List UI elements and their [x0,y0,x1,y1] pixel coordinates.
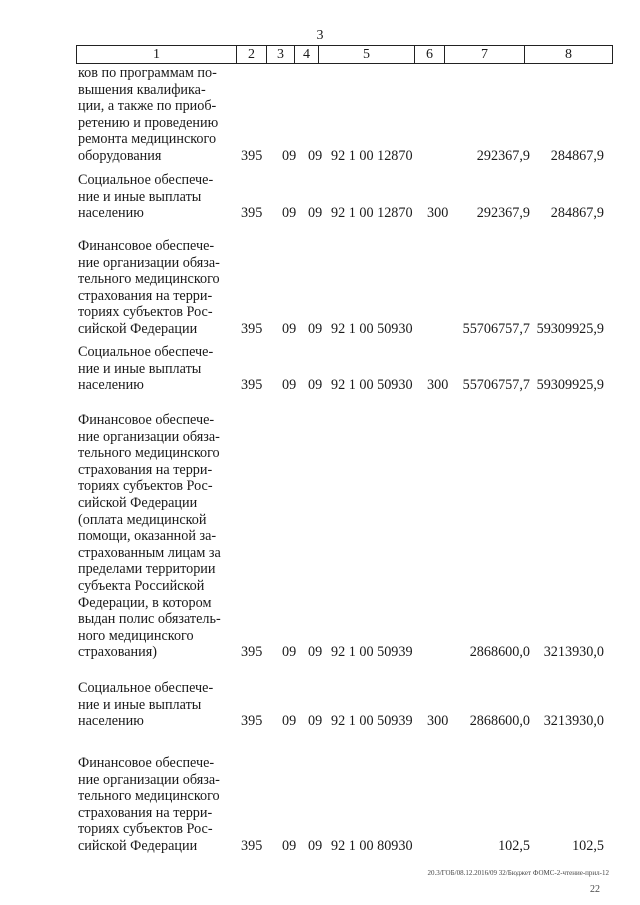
cell-c4: 09 [308,838,323,854]
cell-c5: 92 1 00 50939 [331,713,413,730]
description-line: ториях субъектов Рос- [78,478,213,495]
description-line: Финансовое обеспече- [78,412,215,428]
description-line: ретению и проведению [78,114,219,131]
cell-c4: 09 [308,205,323,222]
header-col-7: 7 [445,46,525,63]
footer-text: 20.3/ГОБ/08.12.2016/09 32/Бюджет ФОМС-2-чтение-прил-12 [427,869,609,877]
description-line: сийской Федерации [78,494,198,511]
cell-c6: 300 [427,377,449,394]
description-line: ториях субъектов Рос- [78,821,213,838]
cell-c3: 09 [282,205,297,222]
description-line: ков по программам по- [78,65,217,81]
cell-c7: 102,5 [498,838,530,854]
cell-c7: 292367,9 [476,148,530,164]
description-line: страхованным лицам за [78,544,221,561]
cell-c6: 300 [427,205,449,222]
description-line: ние организации обяза- [78,428,220,445]
description-line: населению [78,713,144,730]
cell-c4: 09 [308,713,323,730]
header-col-5: 5 [319,46,415,63]
header-col-8: 8 [565,47,572,62]
description-line: ции, а также по приоб- [78,98,217,115]
cell-c3: 09 [282,148,297,164]
description-line: сийской Федерации [78,320,198,337]
description-line: помощи, оказанной за- [78,528,217,545]
cell-c5: 92 1 00 12870 [331,148,413,164]
cell-c4: 09 [308,377,323,394]
cell-c8: 284867,9 [550,148,604,164]
description-line: населению [78,377,144,394]
description-line: выдан полис обязатель- [78,611,221,628]
cell-c7: 55706757,7 [462,321,530,337]
cell-c5: 92 1 00 80930 [331,838,413,854]
cell-c2: 395 [241,321,263,337]
description-line: (оплата медицинской [78,511,207,528]
cell-c2: 395 [241,838,263,854]
header-col-2: 2 [237,46,267,63]
row-description [78,172,232,222]
description-line: страхования на терри- [78,804,213,821]
description-line: ториях субъектов Рос- [78,304,213,321]
description-line: страхования на терри- [78,461,213,478]
page-number: 3 [316,28,324,43]
cell-c5: 92 1 00 50930 [331,321,413,337]
cell-c4: 09 [308,644,323,661]
cell-c8: 59309925,9 [536,377,604,394]
cell-c8: 3213930,0 [543,713,604,730]
cell-c2: 395 [241,148,263,164]
description-line: Федерации, в котором [78,594,212,611]
row-description [78,238,232,338]
description-line: ного медицинского [78,627,194,644]
row-description [78,680,232,730]
description-line: ние и иные выплаты [78,360,202,377]
cell-c5: 92 1 00 50939 [331,644,413,661]
description-line: пределами территории [78,561,216,578]
description-line: тельного медицинского [78,788,220,805]
footer-number: 22 [590,884,600,895]
cell-c7: 292367,9 [476,205,530,222]
description-line: Социальное обеспече- [78,344,214,360]
cell-c3: 09 [282,377,297,394]
cell-c6: 300 [427,713,449,730]
cell-c8: 102,5 [572,838,604,854]
header-col-4: 4 [295,46,319,63]
cell-c3: 09 [282,321,297,337]
cell-c4: 09 [308,148,323,164]
description-line: ние организации обяза- [78,254,220,271]
description-line: ние и иные выплаты [78,188,202,205]
cell-c5: 92 1 00 50930 [331,377,413,394]
description-line: тельного медицинского [78,445,220,462]
description-line: страхования на терри- [78,287,213,304]
description-line: сийской Федерации [78,837,198,854]
header-col-6: 6 [415,46,445,63]
description-line: ние организации обяза- [78,771,220,788]
cell-c3: 09 [282,713,297,730]
cell-c8: 3213930,0 [543,644,604,661]
description-line: страхования) [78,644,157,661]
cell-c3: 09 [282,644,297,661]
description-line: субъекта Российской [78,577,205,594]
description-line: вышения квалифика- [78,81,206,98]
cell-c8: 59309925,9 [536,321,604,337]
cell-c2: 395 [241,713,263,730]
description-line: Финансовое обеспече- [78,238,215,254]
cell-c8: 284867,9 [550,205,604,222]
header-col-3: 3 [267,46,295,63]
cell-c7: 2868600,0 [469,713,530,730]
description-line: Социальное обеспече- [78,172,214,188]
description-line: тельного медицинского [78,271,220,288]
cell-c7: 2868600,0 [469,644,530,661]
description-line: оборудования [78,147,162,164]
description-line: ние и иные выплаты [78,696,202,713]
description-line: Финансовое обеспече- [78,755,215,771]
row-description [78,412,232,661]
cell-c7: 55706757,7 [462,377,530,394]
cell-c2: 395 [241,377,263,394]
table-header [76,45,613,64]
cell-c2: 395 [241,205,263,222]
description-line: ремонта медицинского [78,131,217,148]
cell-c2: 395 [241,644,263,661]
header-col-1: 1 [77,46,237,63]
cell-c5: 92 1 00 12870 [331,205,413,222]
row-description [78,65,232,165]
cell-c3: 09 [282,838,297,854]
description-line: населению [78,205,144,222]
row-description [78,344,232,394]
row-description [78,755,232,855]
cell-c4: 09 [308,321,323,337]
description-line: Социальное обеспече- [78,680,214,696]
